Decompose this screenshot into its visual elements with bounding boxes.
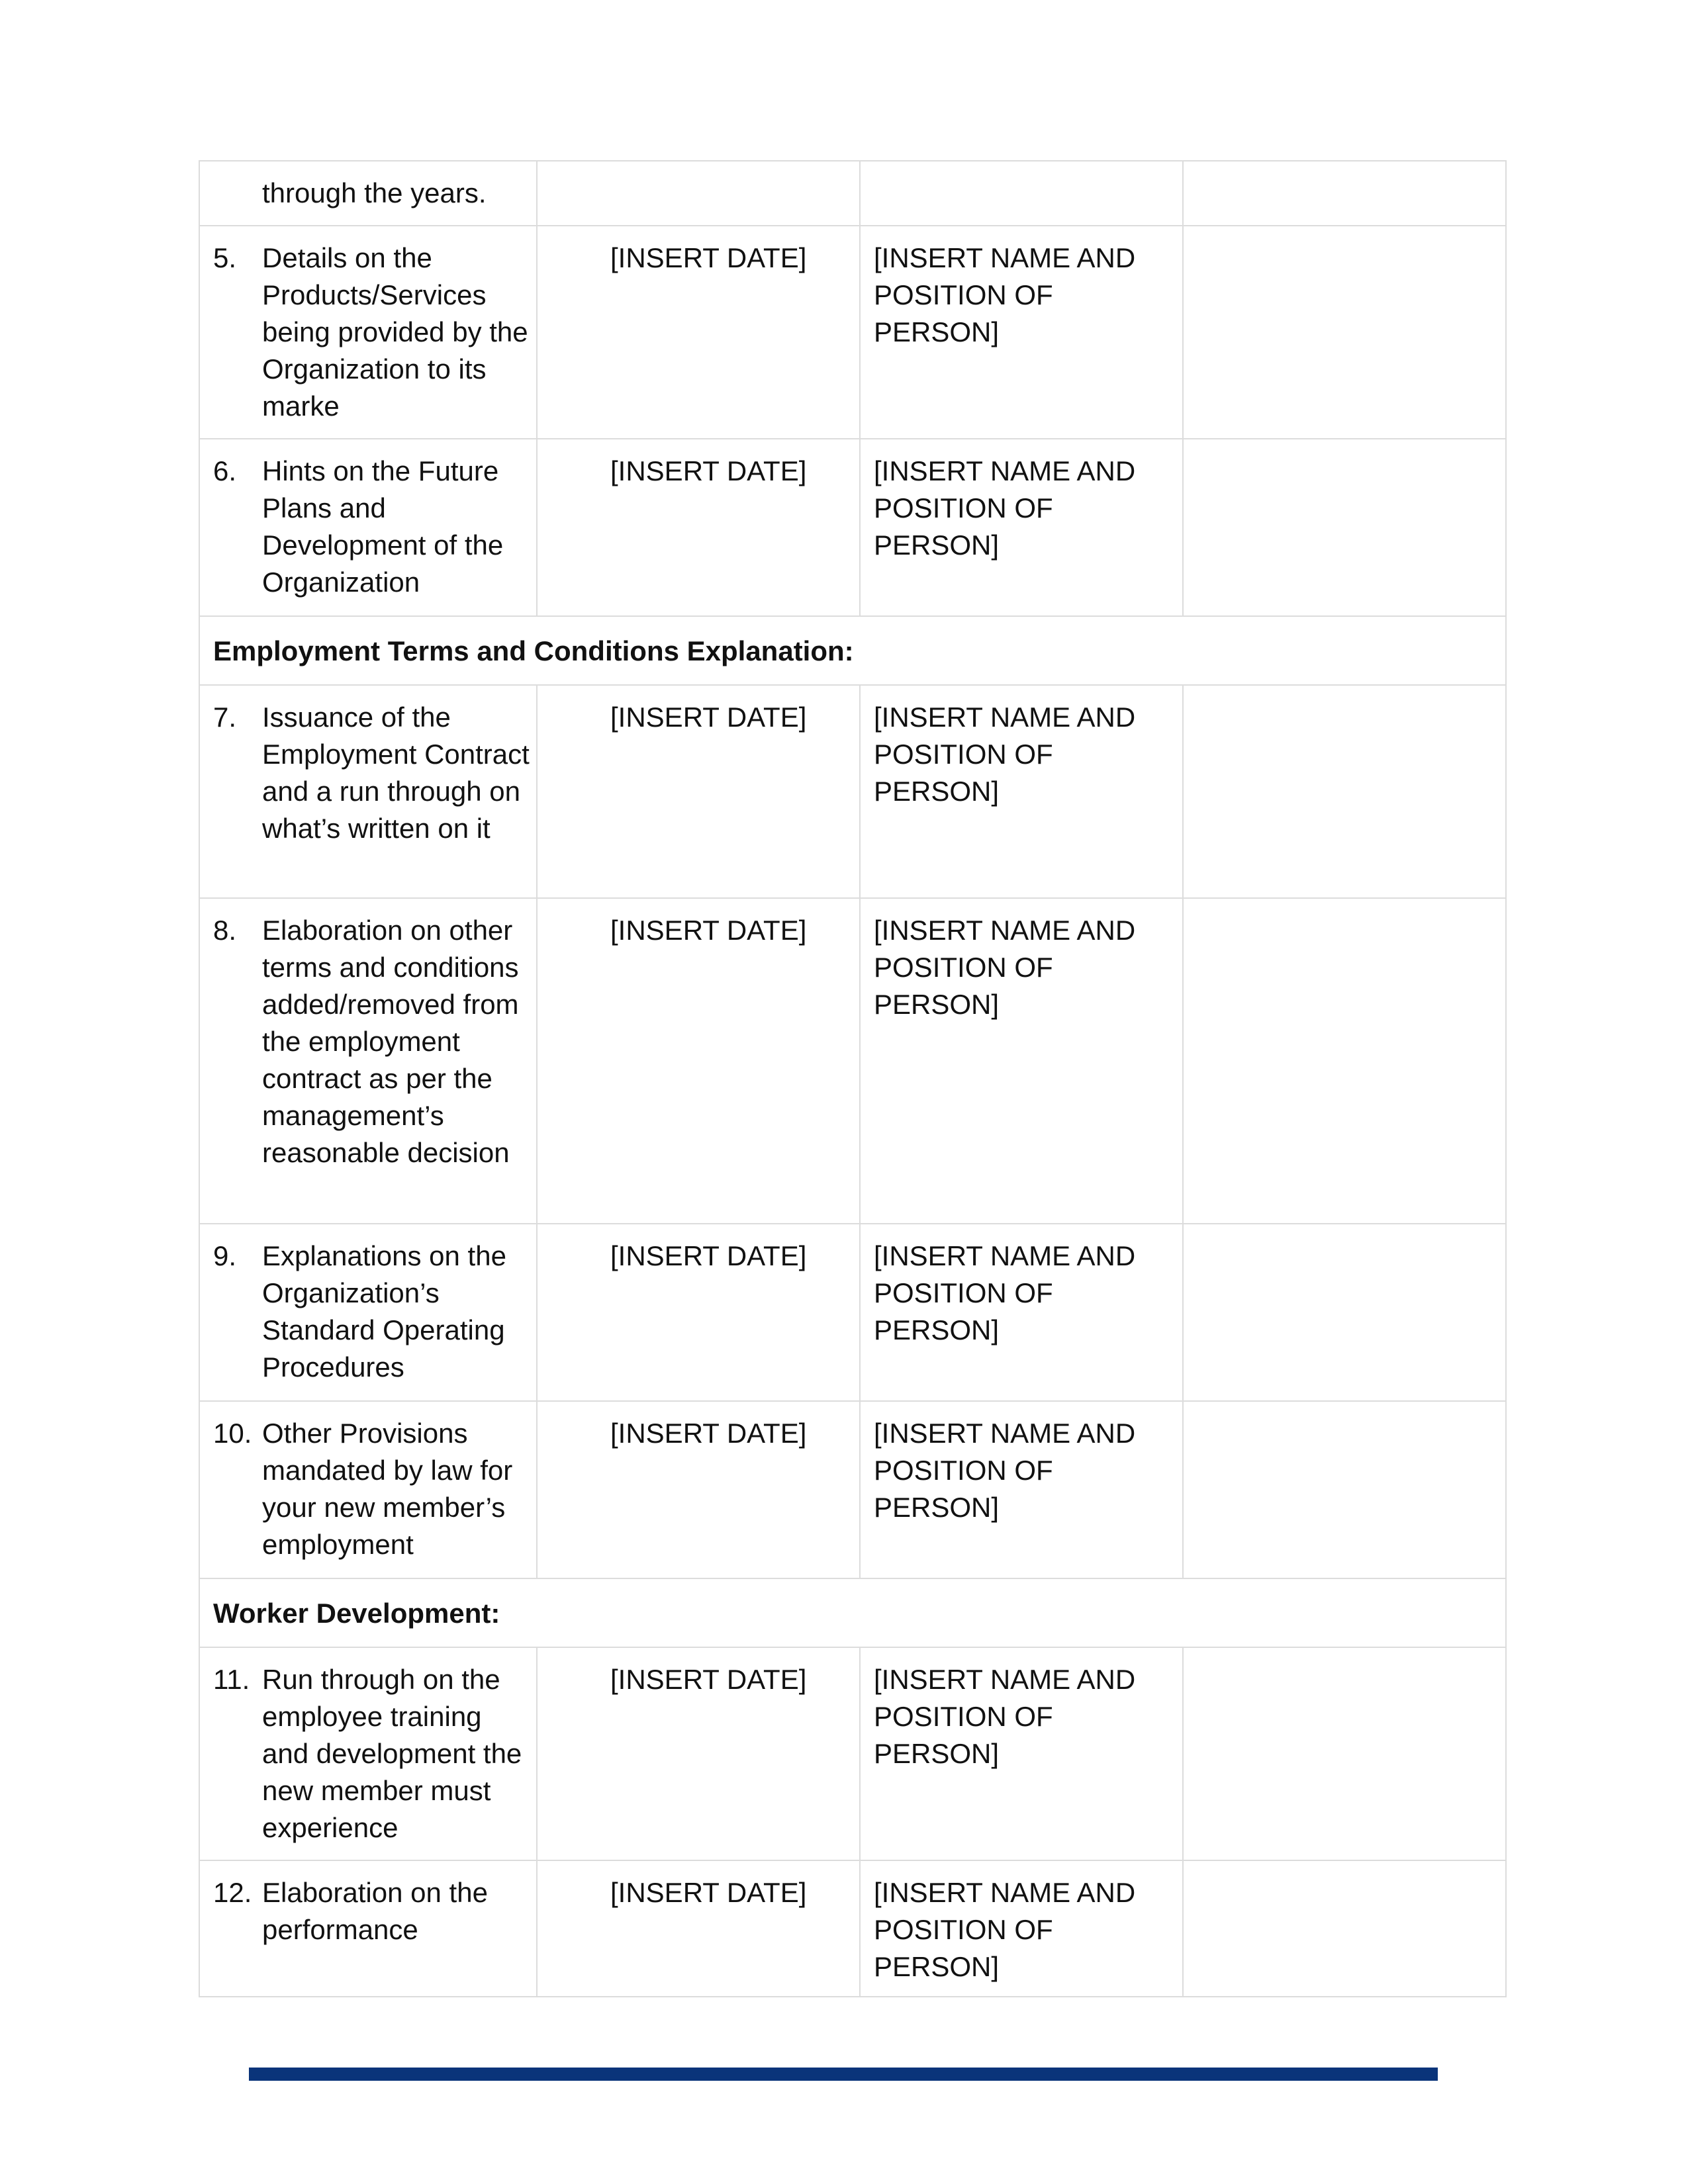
table-row [199, 1647, 1506, 1860]
item-cell [199, 898, 537, 1224]
table-row-continuation [199, 161, 1506, 226]
section-header-row [199, 616, 1506, 685]
signature-cell [1183, 161, 1506, 226]
date-cell: [INSERT DATE] [537, 1860, 860, 1997]
date-cell: [INSERT DATE] [537, 1647, 860, 1860]
item-text-continuation: through the years. [199, 161, 537, 226]
table-row [199, 1401, 1506, 1578]
signature-cell [1183, 1401, 1506, 1578]
item-number: 7. [213, 702, 237, 733]
item-number: 9. [213, 1240, 237, 1271]
person-cell: [INSERT NAME AND POSITION OF PERSON] [860, 226, 1183, 439]
person-cell: [INSERT NAME AND POSITION OF PERSON] [860, 1860, 1183, 1997]
signature-cell [1183, 439, 1506, 616]
table-row [199, 898, 1506, 1224]
item-description: Details on the Products/Services being provided by the Organization to its marke [262, 242, 528, 422]
table-row [199, 685, 1506, 898]
person-cell: [INSERT NAME AND POSITION OF PERSON] [860, 1401, 1183, 1578]
table-row [199, 1224, 1506, 1401]
item-number: 8. [213, 915, 237, 946]
signature-cell [1183, 685, 1506, 898]
item-number: 6. [213, 455, 237, 486]
table-row [199, 226, 1506, 439]
date-cell: [INSERT DATE] [537, 898, 860, 1224]
section-header-row [199, 1578, 1506, 1647]
item-cell [199, 226, 537, 439]
signature-cell [1183, 226, 1506, 439]
table-row [199, 1860, 1506, 1997]
person-cell-empty [860, 161, 1183, 226]
item-description: Other Provisions mandated by law for your new member’s employment [262, 1418, 513, 1560]
item-cell [199, 1401, 537, 1578]
signature-cell [1183, 1224, 1506, 1401]
table-row [199, 439, 1506, 616]
section-title: Worker Development: [199, 1578, 1506, 1647]
footer-accent-bar [249, 2068, 1438, 2081]
person-cell: [INSERT NAME AND POSITION OF PERSON] [860, 439, 1183, 616]
signature-cell [1183, 898, 1506, 1224]
person-cell: [INSERT NAME AND POSITION OF PERSON] [860, 1647, 1183, 1860]
date-cell: [INSERT DATE] [537, 1401, 860, 1578]
person-cell: [INSERT NAME AND POSITION OF PERSON] [860, 685, 1183, 898]
person-cell: [INSERT NAME AND POSITION OF PERSON] [860, 1224, 1183, 1401]
item-cell [199, 1647, 537, 1860]
date-cell: [INSERT DATE] [537, 685, 860, 898]
checklist-table [199, 160, 1507, 1997]
item-description: Explanations on the Organization’s Standard Operating Procedures [262, 1240, 506, 1383]
item-description: Issuance of the Employment Contract and a run through on what’s written on it [262, 702, 530, 844]
signature-cell [1183, 1860, 1506, 1997]
item-description: Hints on the Future Plans and Development of the Organization [262, 455, 504, 598]
date-cell: [INSERT DATE] [537, 1224, 860, 1401]
item-number: 12. [213, 1877, 252, 1908]
date-cell: [INSERT DATE] [537, 439, 860, 616]
date-cell-empty [537, 161, 860, 226]
section-title: Employment Terms and Conditions Explanation: [199, 616, 1506, 685]
item-cell [199, 439, 537, 616]
item-number: 5. [213, 242, 237, 273]
item-cell [199, 685, 537, 898]
item-description: Elaboration on other terms and conditions added/removed from the employment contract as per the management’s reasonable decision [262, 915, 519, 1168]
item-cell [199, 1860, 537, 1997]
item-number: 11. [213, 1664, 250, 1695]
item-description: Run through on the employee training and development the new member must experience [262, 1664, 522, 1843]
person-cell: [INSERT NAME AND POSITION OF PERSON] [860, 898, 1183, 1224]
signature-cell [1183, 1647, 1506, 1860]
item-cell [199, 1224, 537, 1401]
item-description: Elaboration on the performance [262, 1877, 488, 1945]
item-number: 10. [213, 1418, 252, 1449]
date-cell: [INSERT DATE] [537, 226, 860, 439]
